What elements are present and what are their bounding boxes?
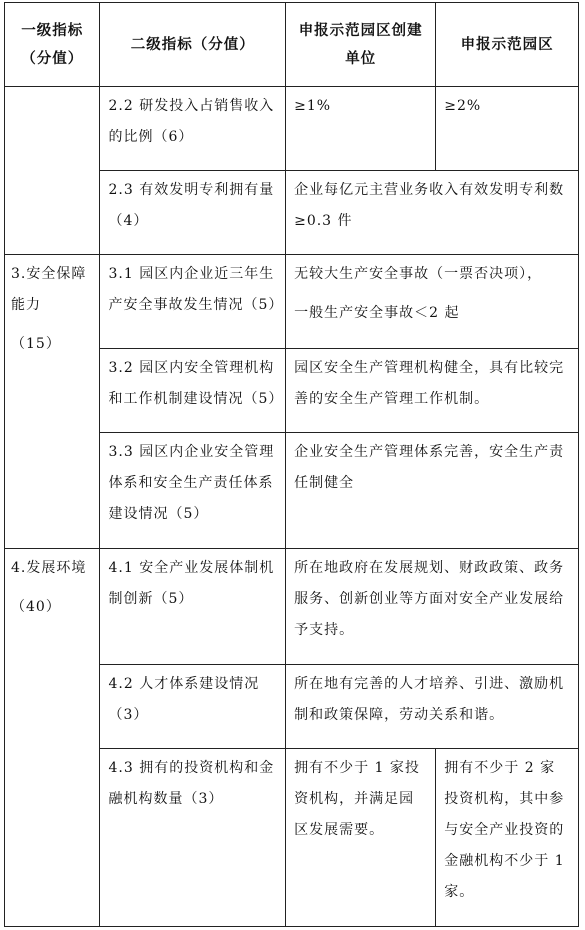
table-row <box>5 255 579 349</box>
requirement-3-1: 无较大生产安全事故（一票否决项）， 一般生产安全事故＜2 起 <box>286 255 579 349</box>
indicator-4-2: 4.2 人才体系建设情况（3） <box>100 665 286 749</box>
requirement-2-3: 企业每亿元主营业务收入有效发明专利数≥0.3 件 <box>286 171 579 255</box>
header-create-unit: 申报示范园区创建 单位 <box>286 3 436 87</box>
indicator-3-2: 3.2 园区内安全管理机构和工作机制建设情况（5） <box>100 349 286 433</box>
requirement-3-3: 企业安全生产管理体系完善，安全生产责任制健全 <box>286 433 579 549</box>
requirement-3-2: 园区安全生产管理机构健全，具有比较完善的安全生产管理工作机制。 <box>286 349 579 433</box>
level1-cell-continued <box>5 87 100 255</box>
table-row <box>5 549 579 665</box>
create-unit-4-3: 拥有不少于 1 家投资机构，并满足园区发展需要。 <box>286 749 436 927</box>
level1-environment: 4.发展环境 （40） <box>5 549 100 927</box>
level1-safety: 3.安全保障能力 （15） <box>5 255 100 549</box>
park-2-2: ≥2% <box>436 87 579 171</box>
requirement-4-1: 所在地政府在发展规划、财政政策、政务服务、创新创业等方面对安全产业发展给予支持。 <box>286 549 579 665</box>
park-4-3: 拥有不少于 2 家投资机构，其中参与安全产业投资的金融机构不少于 1 家。 <box>436 749 579 927</box>
indicator-4-3: 4.3 拥有的投资机构和金融机构数量（3） <box>100 749 286 927</box>
indicator-2-2: 2.2 研发投入占销售收入的比例（6） <box>100 87 286 171</box>
header-park: 申报示范园区 <box>436 3 579 87</box>
requirement-4-2: 所在地有完善的人才培养、引进、激励机制和政策保障，劳动关系和谐。 <box>286 665 579 749</box>
header-row <box>5 3 579 87</box>
create-unit-2-2: ≥1% <box>286 87 436 171</box>
indicator-4-1: 4.1 安全产业发展体制机制创新（5） <box>100 549 286 665</box>
indicator-3-3: 3.3 园区内企业安全管理体系和安全生产责任体系建设情况（5） <box>100 433 286 549</box>
header-level1: 一级指标 （分值） <box>5 3 100 87</box>
indicator-2-3: 2.3 有效发明专利拥有量（4） <box>100 171 286 255</box>
header-level2: 二级指标（分值） <box>100 3 286 87</box>
indicator-table <box>4 2 579 927</box>
indicator-3-1: 3.1 园区内企业近三年生产安全事故发生情况（5） <box>100 255 286 349</box>
table-row <box>5 87 579 171</box>
